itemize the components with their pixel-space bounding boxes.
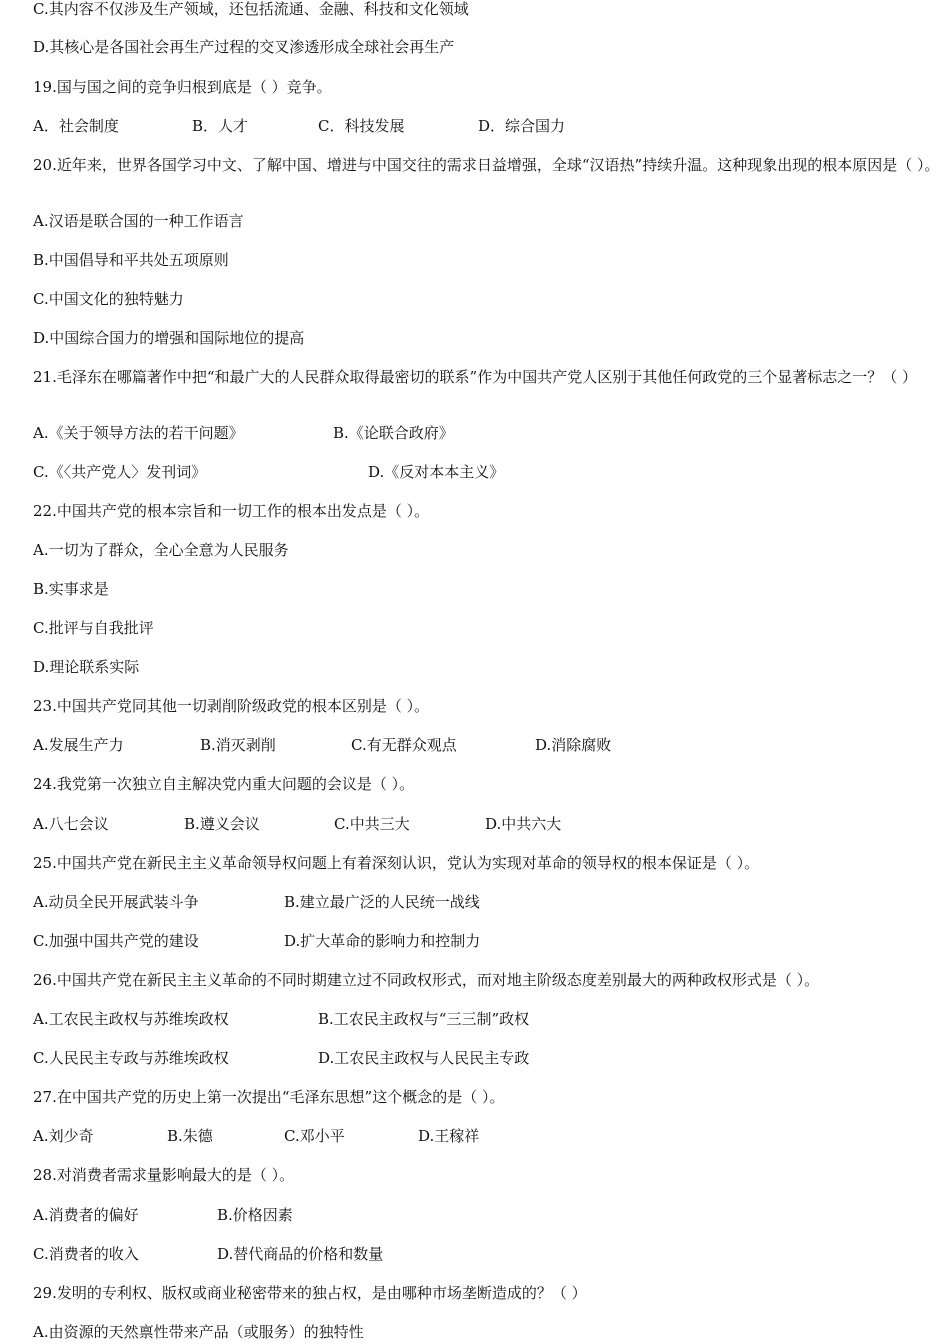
q23-stem: 23.中国共产党同其他一切剥削阶级政党的根本区别是（ ）。 [33,697,430,715]
q18-option-d: D.其核心是各国社会再生产过程的交叉渗透形成全球社会再生产 [33,38,455,56]
q25-option-b: B.建立最广泛的人民统一战线 [284,893,480,911]
q19-option-a: A．社会制度 [33,117,119,135]
q28-option-c: C.消费者的收入 [33,1245,139,1263]
q19-stem: 19.国与国之间的竞争归根到底是（ ）竞争。 [33,78,332,96]
q26-option-c: C.人民民主专政与苏维埃政权 [33,1049,229,1067]
q26-option-b: B.工农民主政权与“三三制”政权 [318,1010,530,1028]
q22-option-b: B.实事求是 [33,580,109,598]
q25-stem: 25.中国共产党在新民主主义革命领导权问题上有着深刻认识，党认为实现对革命的领导权的根本保证是（ ）。 [33,854,760,872]
q29-option-a: A.由资源的天然禀性带来产品（或服务）的独特性 [33,1323,364,1341]
q21-option-c: C.《〈共产党人〉发刊词》 [33,463,207,481]
q20-stem-text: 20.近年来，世界各国学习中文、了解中国、增进与中国交往的需求日益增强，全球“汉语热”持续升温。这种现象出现的根本原因是（ ）。 [33,156,940,174]
q23-option-d: D.消除腐败 [535,736,612,754]
q27-option-d: D.王稼祥 [418,1127,480,1145]
q24-option-c: C.中共三大 [334,815,410,833]
q23-option-a: A.发展生产力 [33,736,124,754]
q27-option-b: B.朱德 [167,1127,213,1145]
q19-option-c: C．科技发展 [318,117,405,135]
q27-option-c: C.邓小平 [284,1127,345,1145]
q22-option-a: A.一切为了群众，全心全意为人民服务 [33,541,289,559]
q19-option-b: B．人才 [192,117,249,135]
q19-option-d: D．综合国力 [478,117,566,135]
q22-stem: 22.中国共产党的根本宗旨和一切工作的根本出发点是（ ）。 [33,502,430,520]
q28-option-b: B.价格因素 [217,1206,293,1224]
q20-option-d: D.中国综合国力的增强和国际地位的提高 [33,329,305,347]
q26-option-d: D.工农民主政权与人民民主专政 [318,1049,530,1067]
q28-option-d: D.替代商品的价格和数量 [217,1245,384,1263]
q27-stem: 27.在中国共产党的历史上第一次提出“毛泽东思想”这个概念的是（ ）。 [33,1088,505,1106]
q20-option-b: B.中国倡导和平共处五项原则 [33,251,229,269]
q26-stem: 26.中国共产党在新民主主义革命的不同时期建立过不同政权形式，而对地主阶级态度差别最大的两种政权形式是（ ）。 [33,971,820,989]
q28-stem: 28.对消费者需求量影响最大的是（ ）。 [33,1166,295,1184]
q20-option-a: A.汉语是联合国的一种工作语言 [33,212,244,230]
q25-option-a: A.动员全民开展武装斗争 [33,893,199,911]
q20-stem [0,156,948,174]
q27-option-a: A.刘少奇 [33,1127,94,1145]
q24-stem: 24.我党第一次独立自主解决党内重大问题的会议是（ ）。 [33,775,415,793]
q24-option-d: D.中共六大 [485,815,562,833]
q24-option-b: B.遵义会议 [184,815,260,833]
q23-option-b: B.消灭剥削 [200,736,276,754]
q25-option-d: D.扩大革命的影响力和控制力 [284,932,481,950]
q24-option-a: A.八七会议 [33,815,109,833]
q23-option-c: C.有无群众观点 [351,736,457,754]
q22-option-d: D.理论联系实际 [33,658,140,676]
q25-option-c: C.加强中国共产党的建设 [33,932,199,950]
q21-stem [0,368,948,386]
q21-stem-text: 21.毛泽东在哪篇著作中把“和最广大的人民群众取得最密切的联系”作为中国共产党人区别于其他任何政党的三个显著标志之一？（ ） [33,368,917,386]
q29-stem: 29.发明的专利权、版权或商业秘密带来的独占权，是由哪种市场垄断造成的？（ ） [33,1284,587,1302]
q26-option-a: A.工农民主政权与苏维埃政权 [33,1010,229,1028]
q21-option-d: D.《反对本本主义》 [368,463,505,481]
q22-option-c: C.批评与自我批评 [33,619,154,637]
q18-option-c: C.其内容不仅涉及生产领域，还包括流通、金融、科技和文化领域 [33,0,469,18]
q21-option-a: A.《关于领导方法的若干问题》 [33,424,244,442]
q28-option-a: A.消费者的偏好 [33,1206,139,1224]
q21-option-b: B.《论联合政府》 [333,424,454,442]
q20-option-c: C.中国文化的独特魅力 [33,290,184,308]
